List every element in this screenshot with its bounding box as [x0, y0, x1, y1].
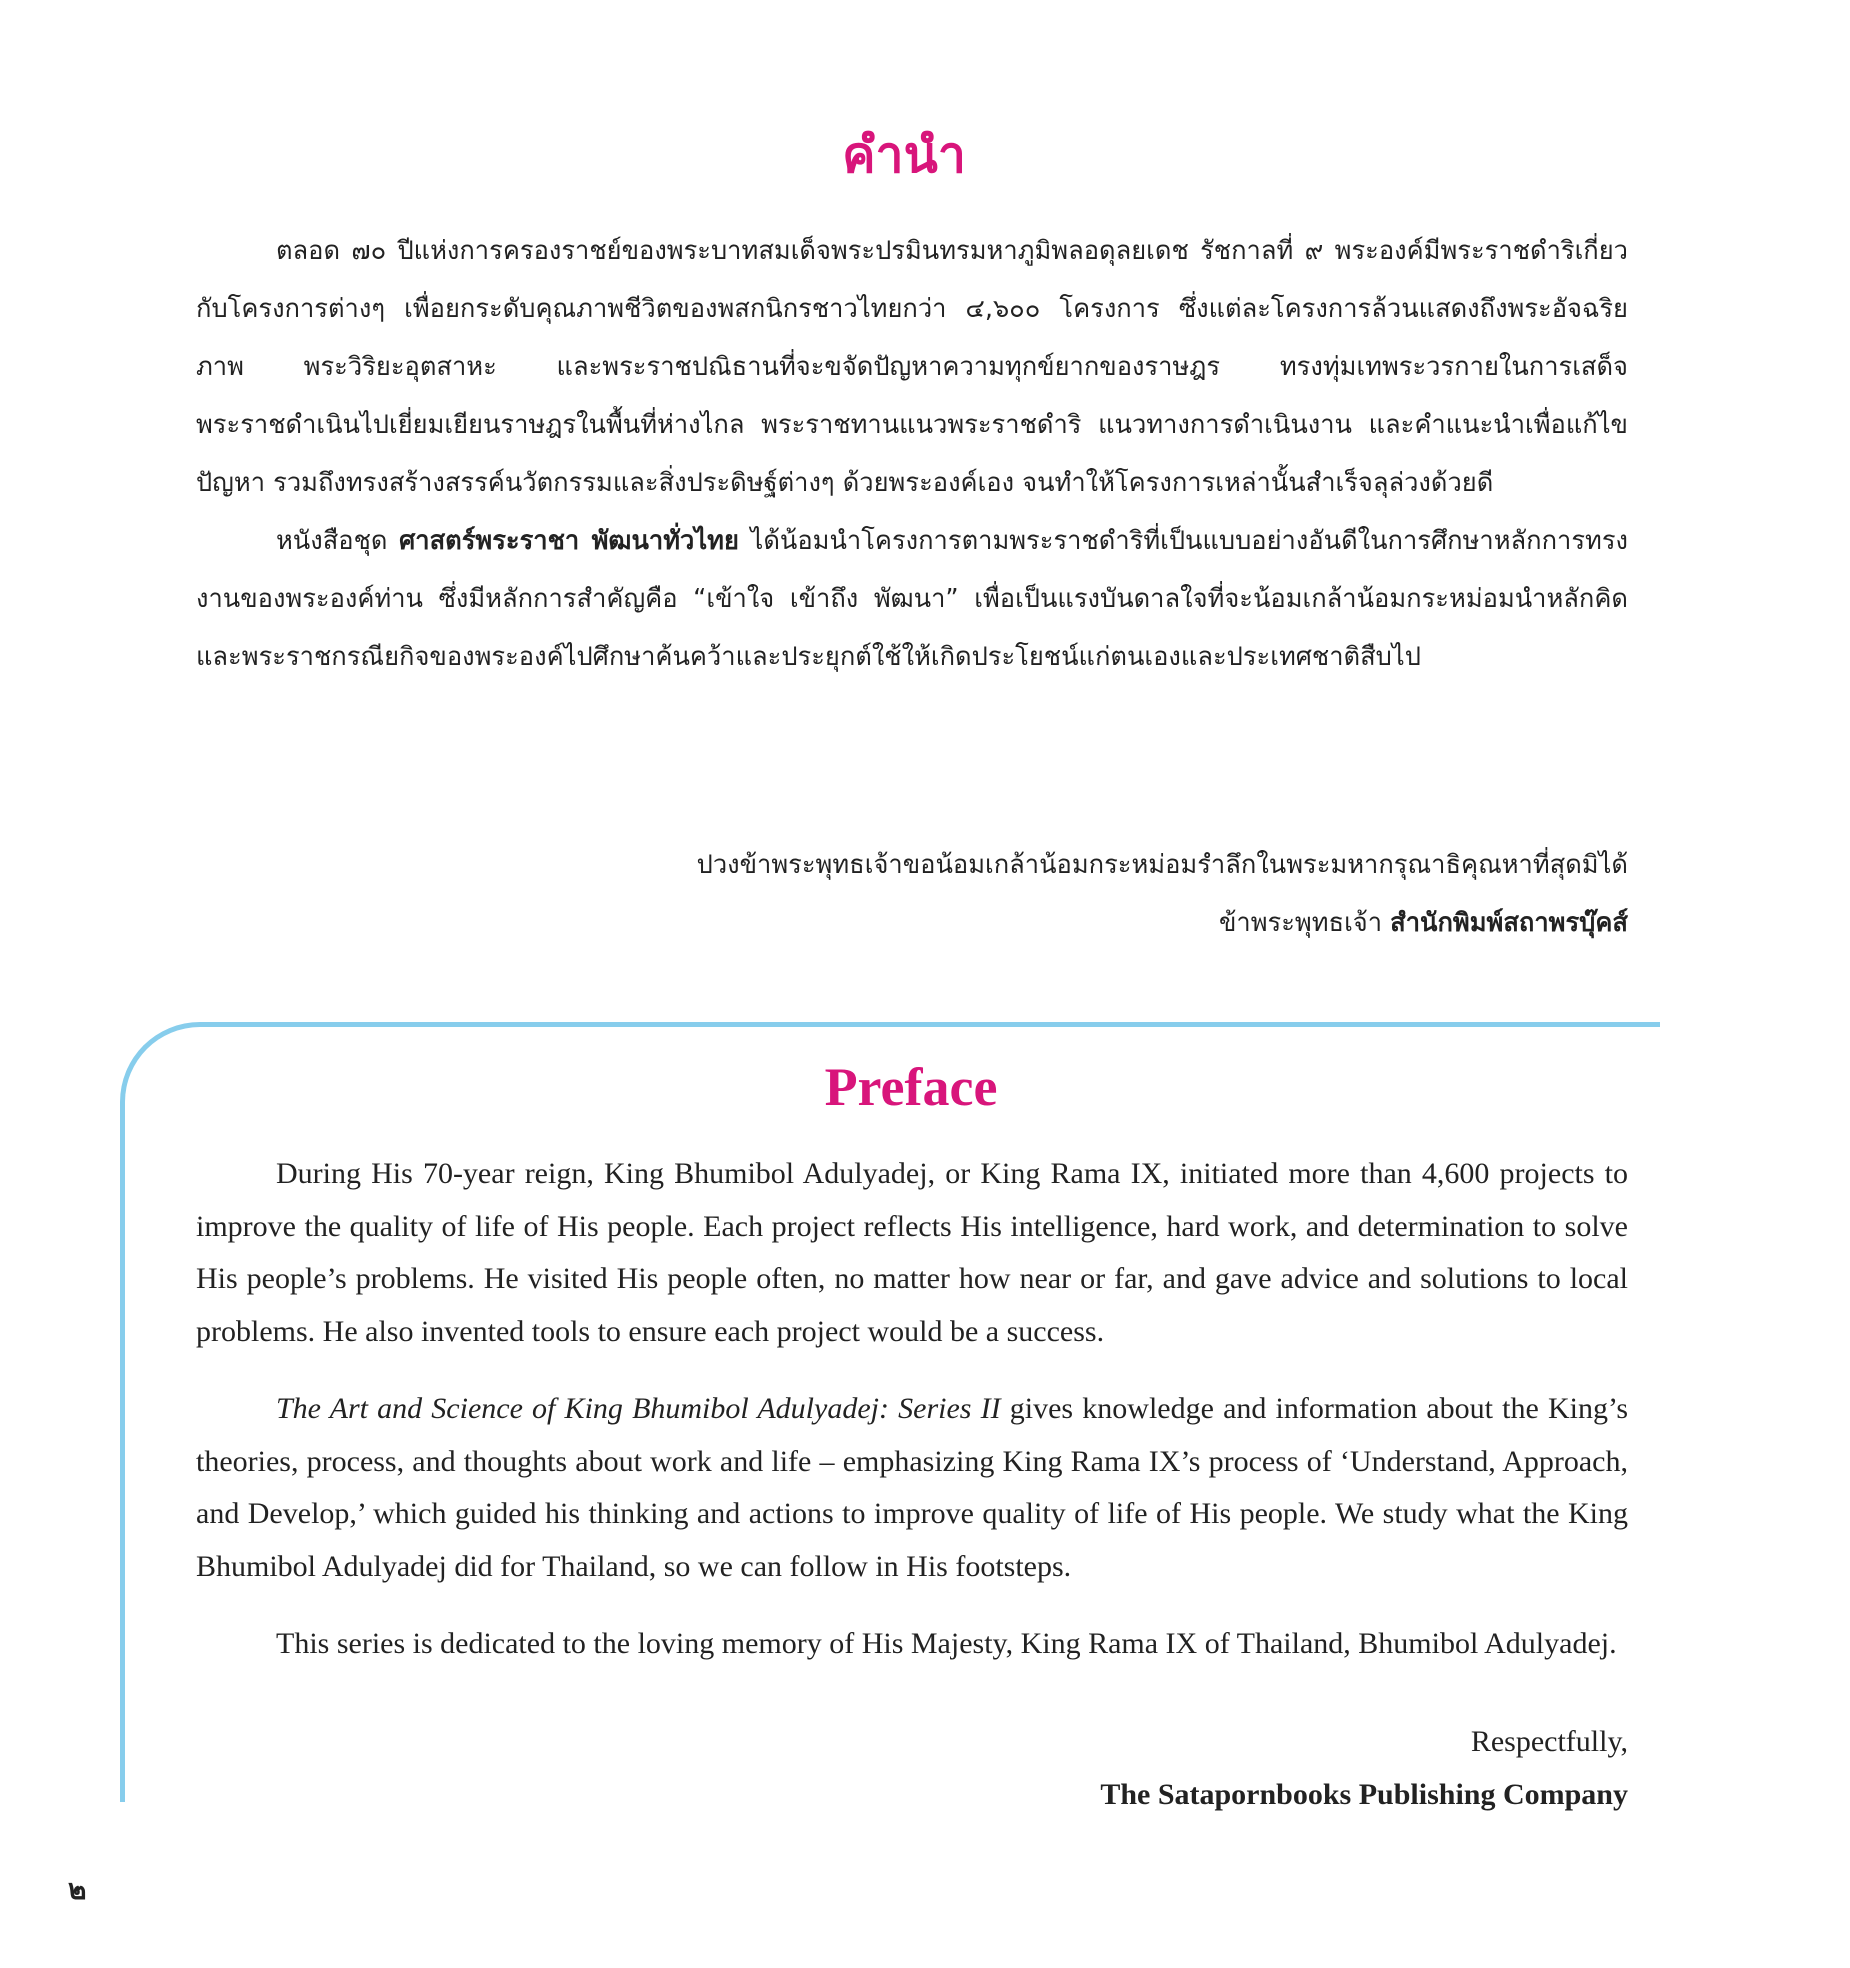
english-paragraph-2 — [196, 1383, 1628, 1593]
thai-sign-line-1: ปวงข้าพระพุทธเจ้าขอน้อมเกล้าน้อมกระหม่อมรำลึกในพระมหากรุณาธิคุณหาที่สุดมิได้ — [696, 850, 1628, 880]
thai-preface-body — [196, 222, 1628, 686]
thai-p2-rest: ได้น้อมนำโครงการตามพระราชดำริที่เป็นแบบอย่างอันดีในการศึกษาหลักการทรงงานของพระองค์ท่าน ซึ่งมีหลักการสำคัญคือ “เข้าใจ เข้าถึง พัฒนา” เพื่อเป็นแรงบันดาลใจที่จะน้อมเกล้าน้อมกระหม่อมนำหลักคิดและพระราชกรณียกิจของพระองค์ไปศึกษาค้นคว้าและประยุกต์ใช้ให้เกิดประโยชน์แก่ตนเองและประเทศชาติสืบไป — [196, 526, 1629, 672]
thai-p2-lead: หนังสือชุด — [276, 526, 388, 556]
english-preface-title: Preface — [824, 1057, 998, 1117]
english-paragraph-3: This series is dedicated to the loving memory of His Majesty, King Rama IX of Thailand, Bhumibol Adulyadej. — [276, 1627, 1617, 1660]
thai-sign-line-2 — [196, 894, 1628, 952]
thai-series-name: ศาสตร์พระราชา พัฒนาทั่วไทย — [399, 526, 739, 556]
publisher-name: The Satapornbooks Publishing Company — [1100, 1777, 1628, 1811]
thai-paragraph-2 — [196, 512, 1628, 686]
thai-preface-title: คำนำ — [842, 126, 966, 184]
thai-publisher-name: สำนักพิมพ์สถาพรบุ๊คส์ — [1390, 908, 1628, 938]
english-preface-body — [196, 1148, 1628, 1696]
thai-paragraph-1: ตลอด ๗๐ ปีแห่งการครองราชย์ของพระบาทสมเด็จพระปรมินทรมหาภูมิพลอดุลยเดช รัชกาลที่ ๙ พระองค์มีพระราชดำริเกี่ยวกับโครงการต่างๆ เพื่อยกระดับคุณภาพชีวิตของพสกนิกรชาวไทยกว่า ๔,๖๐๐ โครงการ ซึ่งแต่ละโครงการล้วนแสดงถึงพระอัจฉริยภาพ พระวิริยะอุตสาหะ และพระราชปณิธานที่จะขจัดปัญหาความทุกข์ยากของราษฎร ทรงทุ่มเทพระวรกายในการเสด็จพระราชดำเนินไปเยี่ยมเยียนราษฎรในพื้นที่ห่างไกล พระราชทานแนวพระราชดำริ แนวทางการดำเนินงาน และคำแนะนำเพื่อแก้ไขปัญหา รวมถึงทรงสร้างสรรค์นวัตกรรมและสิ่งประดิษฐ์ต่างๆ ด้วยพระองค์เอง จนทำให้โครงการเหล่านั้นสำเร็จลุล่วงด้วยดี — [196, 236, 1628, 498]
closing-line: Respectfully, — [1470, 1725, 1628, 1758]
page-number: ๒ — [68, 1873, 87, 1906]
english-signature — [196, 1716, 1628, 1821]
thai-signature — [196, 836, 1628, 952]
english-p2-rest: gives knowledge and information about the King’s theories, process, and thoughts about work and life – emphasizing King Rama IX’s process of ‘Understand, Approach, and Develop,’ which guided his thinking and actions to improve quality of life of His people. We study what the King Bhumibol Adulyadej did for Thailand, so we can follow in His footsteps. — [196, 1392, 1629, 1583]
book-title: The Art and Science of King Bhumibol Adulyadej: Series II — [276, 1392, 1001, 1425]
thai-sign-prefix: ข้าพระพุทธเจ้า — [1218, 908, 1383, 938]
english-paragraph-1: During His 70-year reign, King Bhumibol Adulyadej, or King Rama IX, initiated more than 4,600 projects to improve the quality of life of His people. Each project reflects His intelligence, hard work, and determination to solve His people’s problems. He visited His people often, no matter how near or far, and gave advice and solutions to local problems. He also invented tools to ensure each project would be a success. — [196, 1157, 1628, 1348]
